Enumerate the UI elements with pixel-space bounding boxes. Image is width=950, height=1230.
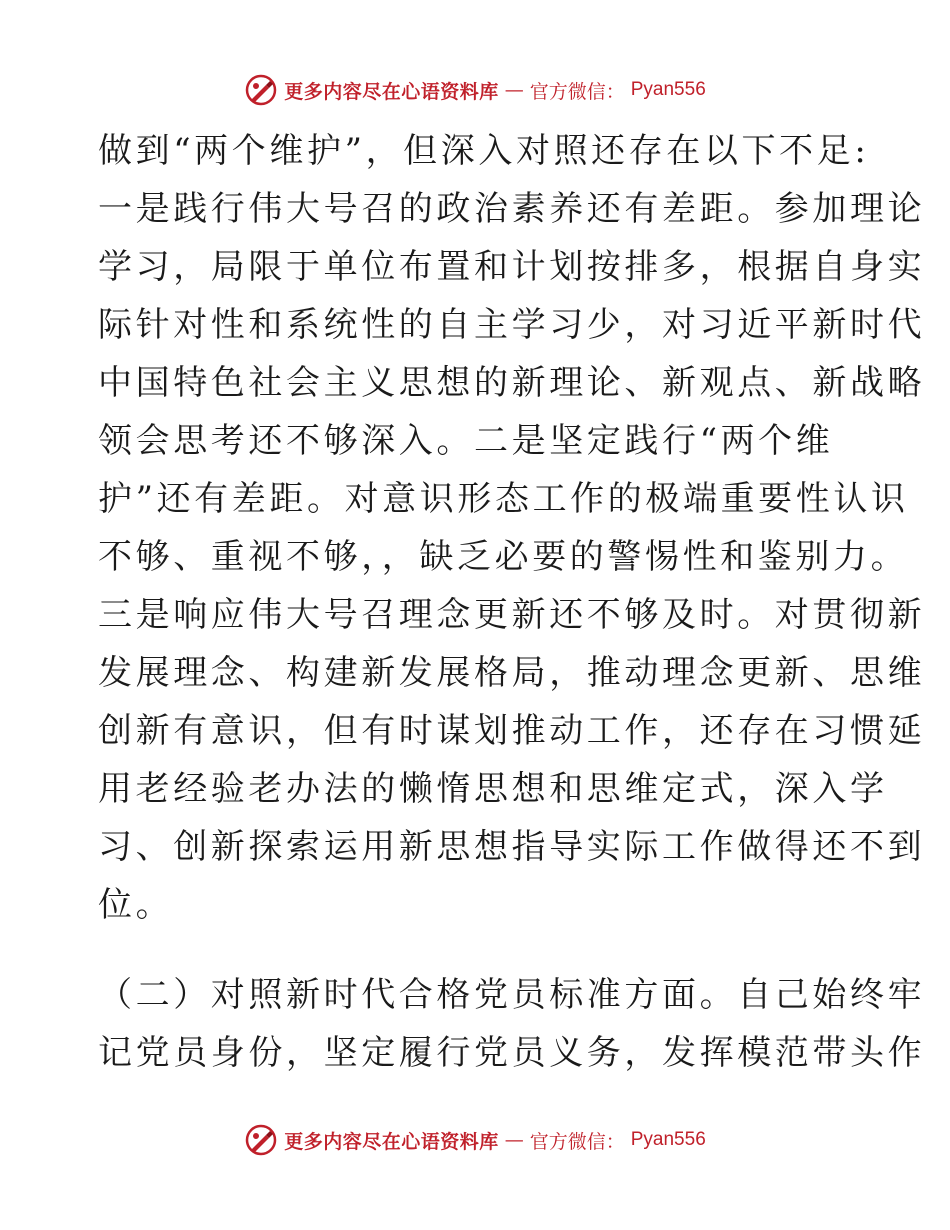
text-line: 际针对性和系统性的自主学习少，对习近平新时代: [98, 305, 926, 345]
watermark-official-label: 官方微信：: [529, 80, 625, 103]
text-line: 一是践行伟大号召的政治素养还有差距。参加理论: [98, 189, 926, 229]
pen-logo-icon: [244, 73, 278, 107]
watermark-official-label: 官方微信：: [529, 1130, 625, 1153]
header-watermark: [0, 70, 950, 110]
text-line: 习、创新探索运用新思想指导实际工作做得还不到: [98, 827, 926, 867]
text-line: 领会思考还不够深入。二是坚定践行“两个维: [98, 421, 834, 461]
text-line: 护”还有差距。对意识形态工作的极端重要性认识: [98, 479, 909, 519]
paragraph-1: [98, 122, 926, 934]
text-line: 不够、重视不够，，缺乏必要的警惕性和鉴别力。: [98, 537, 909, 577]
text-line: 学习，局限于单位布置和计划按排多，根据自身实: [98, 247, 926, 287]
pen-logo-icon: [244, 1123, 278, 1157]
text-line: 位。: [98, 885, 174, 925]
text-line: 中国特色社会主义思想的新理论、新观点、新战略: [98, 363, 926, 403]
text-line: 记党员身份，坚定履行党员义务，发挥模范带头作: [98, 1033, 926, 1073]
text-line: 做到“两个维护”，但深入对照还存在以下不足:: [98, 131, 870, 171]
watermark-dash: —: [504, 1129, 524, 1151]
watermark-wechat-id: Pyan556: [630, 79, 706, 100]
paragraph-2: [98, 966, 926, 1082]
watermark-site-text: 更多内容尽在心语资料库: [284, 80, 499, 103]
text-line: 发展理念、构建新发展格局，推动理念更新、思维: [98, 653, 926, 693]
watermark-wechat-id: Pyan556: [630, 1129, 706, 1150]
text-line: 用老经验老办法的懒惰思想和思维定式，深入学: [98, 769, 888, 809]
text-line: 创新有意识，但有时谋划推动工作，还存在习惯延: [98, 711, 926, 751]
footer-watermark: [0, 1120, 950, 1160]
paragraph-spacer: [98, 934, 858, 966]
watermark-site-text: 更多内容尽在心语资料库: [284, 1130, 499, 1153]
text-line: 三是响应伟大号召理念更新还不够及时。对贯彻新: [98, 595, 926, 635]
text-line: （二）对照新时代合格党员标准方面。自己始终牢: [98, 975, 926, 1015]
document-body: [98, 122, 926, 1082]
watermark-dash: —: [504, 79, 524, 101]
